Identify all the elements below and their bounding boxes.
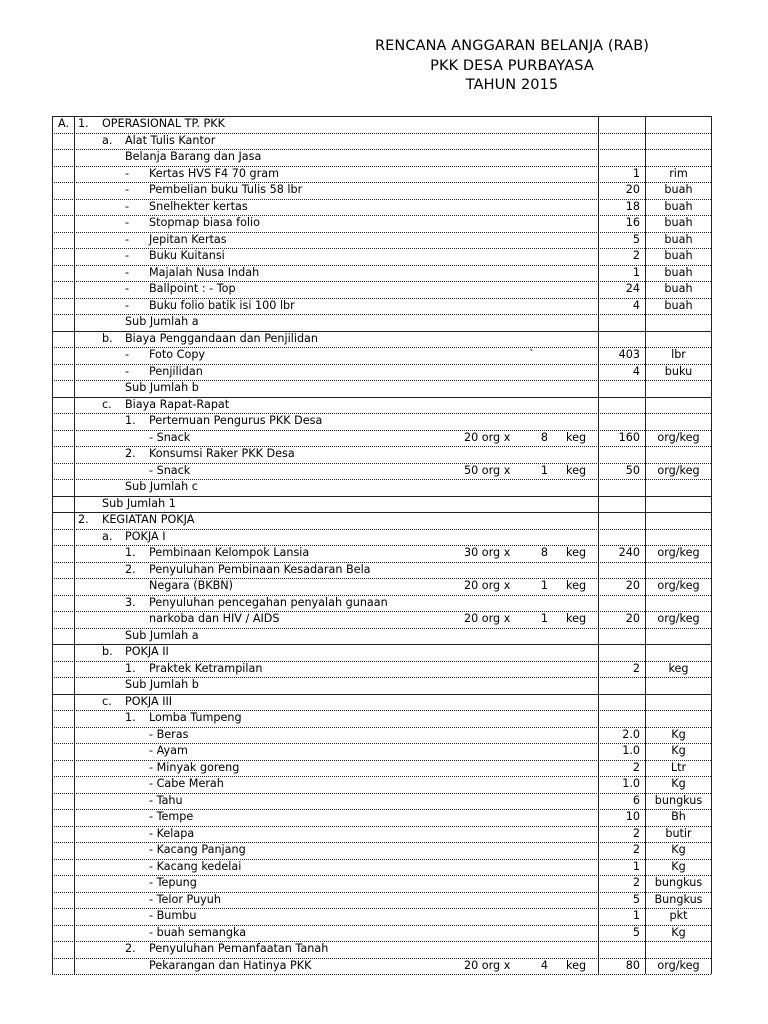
volume: 20	[625, 612, 640, 625]
volume: 1	[632, 859, 640, 873]
volume: 2	[632, 760, 640, 774]
item-label: Alat Tulis Kantor	[125, 133, 216, 147]
item-description: - Kacang kedelai	[149, 859, 242, 873]
table-row	[52, 710, 711, 727]
column-border	[598, 116, 599, 974]
table-row	[52, 925, 711, 942]
table-row	[52, 281, 711, 298]
table-row	[52, 265, 711, 282]
item-description: - buah semangka	[149, 925, 247, 939]
title-line-2: PKK DESA PURBAYASA	[430, 57, 594, 74]
item-label: 1.	[125, 661, 136, 675]
volume: 18	[625, 199, 640, 213]
item-label: 1.	[125, 711, 136, 724]
table-row	[52, 331, 711, 348]
table-row	[52, 727, 711, 744]
table-row	[52, 760, 711, 777]
item-label: -	[125, 265, 130, 279]
participants: 20 org x	[464, 430, 511, 444]
activity-unit: keg	[566, 579, 587, 592]
group-label: b.	[102, 331, 113, 345]
table-row	[52, 314, 711, 331]
activity-unit: keg	[566, 612, 587, 625]
item-description: Negara (BKBN)	[149, 579, 234, 592]
table-row	[52, 413, 711, 430]
table-row	[52, 611, 711, 628]
item-description: - Cabe Merah	[149, 777, 224, 790]
volume: 2	[632, 661, 640, 675]
item-description: Pekarangan dan Hatinya PKK	[149, 958, 312, 972]
participants: 50 org x	[464, 463, 511, 477]
item-label: -	[125, 364, 130, 378]
item-description: - Snack	[149, 430, 191, 444]
unit: Kg	[671, 744, 686, 757]
item-label: POKJA I	[125, 529, 166, 543]
volume: 50	[625, 463, 640, 477]
activity-count: 8	[540, 430, 548, 444]
unit: org/keg	[657, 463, 700, 477]
item-label: -	[125, 282, 130, 295]
table-row	[52, 397, 711, 414]
stray-mark: `	[529, 348, 535, 361]
table-row	[52, 133, 711, 150]
unit: bungkus	[654, 793, 703, 807]
table-row	[52, 628, 711, 645]
table-row	[52, 215, 711, 232]
unit: Kg	[671, 925, 686, 939]
table-row	[52, 644, 711, 661]
item-label: -	[125, 166, 130, 180]
item-description: Snelhekter kertas	[149, 199, 248, 213]
activity-unit: keg	[566, 463, 587, 477]
volume: 2	[632, 826, 640, 840]
table-row	[52, 149, 711, 166]
item-label: 3.	[125, 595, 136, 609]
volume: 20	[625, 579, 640, 592]
participants: 30 org x	[464, 546, 511, 559]
volume: 403	[618, 348, 640, 361]
unit: org/keg	[657, 430, 700, 444]
item-description: - Bumbu	[149, 909, 197, 922]
item-label: POKJA III	[125, 694, 173, 708]
table-row	[52, 694, 711, 711]
unit: buah	[664, 232, 693, 246]
section-number: 1.	[78, 117, 89, 130]
group-label: b.	[102, 645, 113, 658]
table-row	[52, 463, 711, 480]
unit: Kg	[671, 777, 686, 790]
volume: 80	[625, 958, 640, 972]
item-description: Penyuluhan pencegahan penyalah gunaan	[149, 595, 388, 609]
unit: org/keg	[657, 546, 700, 559]
table-row	[52, 364, 711, 381]
table-row	[52, 809, 711, 826]
unit: org/keg	[657, 579, 700, 592]
volume: 24	[625, 282, 640, 295]
table-row	[52, 232, 711, 249]
item-description: - Kacang Panjang	[149, 843, 246, 856]
unit: Kg	[671, 727, 686, 741]
item-description: narkoba dan HIV / AIDS	[149, 612, 280, 625]
title-line-1: RENCANA ANGGARAN BELANJA (RAB)	[374, 38, 650, 54]
title-line-3: TAHUN 2015	[465, 77, 559, 93]
participants: 20 org x	[464, 579, 511, 592]
activity-unit: keg	[566, 958, 587, 972]
activity-unit: keg	[566, 430, 587, 444]
unit: buah	[664, 216, 693, 229]
item-description: Konsumsi Raker PKK Desa	[149, 447, 295, 460]
row-rule	[52, 974, 711, 975]
item-description: Pertemuan Pengurus PKK Desa	[149, 414, 323, 427]
item-label: -	[125, 298, 130, 312]
item-label: Biaya Penggandaan dan Penjilidan	[125, 331, 319, 345]
item-label: 2.	[125, 942, 136, 955]
table-row	[52, 430, 711, 447]
item-label: Sub Jumlah a	[125, 628, 199, 642]
unit: lbr	[671, 348, 686, 361]
item-description: Pembinaan Kelompok Lansia	[149, 546, 310, 559]
table-row	[52, 347, 711, 364]
table-row	[52, 793, 711, 810]
unit: Bh	[671, 810, 686, 823]
item-description: - Snack	[149, 463, 191, 477]
item-label: -	[125, 249, 130, 262]
volume: 240	[618, 546, 640, 559]
item-description: - Beras	[149, 727, 189, 741]
item-description: - Tahu	[149, 793, 183, 807]
volume: 2	[632, 249, 640, 262]
table-row	[52, 182, 711, 199]
volume: 1	[632, 166, 640, 180]
volume: 5	[632, 925, 640, 939]
table-row	[52, 529, 711, 546]
document-title	[302, 37, 722, 96]
item-label: 2.	[125, 447, 136, 460]
unit: keg	[668, 661, 689, 675]
unit: Kg	[671, 843, 686, 856]
unit: buah	[664, 265, 693, 279]
table-row	[52, 743, 711, 760]
table-row	[52, 826, 711, 843]
column-border	[52, 116, 53, 974]
table-row	[52, 892, 711, 909]
budget-table	[52, 116, 711, 976]
table-row	[52, 298, 711, 315]
item-description: Stopmap biasa folio	[149, 216, 260, 229]
activity-count: 1	[540, 463, 548, 477]
volume: 6	[632, 793, 640, 807]
item-description: Penjilidan	[149, 364, 203, 378]
item-description: - Tepung	[149, 876, 197, 889]
volume: 2	[632, 843, 640, 856]
table-row	[52, 116, 711, 133]
item-label: Sub Jumlah c	[125, 480, 198, 493]
table-row	[52, 842, 711, 859]
item-description: Jepitan Kertas	[149, 232, 227, 246]
table-row	[52, 545, 711, 562]
unit: buah	[664, 199, 693, 213]
item-description: - Minyak goreng	[149, 760, 240, 774]
unit: org/keg	[657, 958, 700, 972]
table-row	[52, 958, 711, 975]
item-description: Foto Copy	[149, 348, 206, 361]
item-description: - Telor Puyuh	[149, 892, 221, 906]
item-description: Ballpoint : - Top	[149, 282, 236, 295]
item-label: -	[125, 232, 130, 246]
item-label: Sub Jumlah b	[125, 678, 199, 691]
unit: rim	[669, 166, 688, 180]
table-row	[52, 496, 711, 513]
unit: buah	[664, 298, 693, 312]
table-row	[52, 562, 711, 579]
unit: buah	[664, 183, 693, 196]
volume: 20	[625, 183, 640, 196]
group-label: c.	[102, 397, 112, 411]
activity-count: 8	[540, 546, 548, 559]
table-row	[52, 199, 711, 216]
table-row	[52, 941, 711, 958]
volume: 5	[632, 232, 640, 246]
subtotal-label: Sub Jumlah 1	[102, 496, 176, 510]
group-label: OPERASIONAL TP. PKK	[102, 117, 225, 130]
item-label: POKJA II	[125, 645, 169, 658]
section-letter: A.	[58, 117, 70, 130]
table-row	[52, 380, 711, 397]
column-border	[645, 116, 646, 974]
item-description: Penyuluhan Pemanfaatan Tanah	[149, 942, 329, 955]
unit: buah	[664, 282, 693, 295]
activity-count: 1	[540, 579, 548, 592]
item-description: Buku folio batik isi 100 lbr	[149, 298, 295, 312]
column-border	[74, 116, 75, 974]
group-label: a.	[102, 133, 113, 147]
unit: Bungkus	[654, 892, 703, 906]
item-label: Belanja Barang dan Jasa	[125, 150, 262, 163]
unit: Ltr	[670, 760, 687, 774]
item-description: Majalah Nusa Indah	[149, 265, 260, 279]
item-description: - Kelapa	[149, 826, 195, 840]
unit: bungkus	[654, 876, 703, 889]
volume: 4	[632, 298, 640, 312]
table-row	[52, 875, 711, 892]
unit: buah	[664, 249, 693, 262]
item-description: Penyuluhan Pembinaan Kesadaran Bela	[149, 562, 371, 576]
table-row	[52, 446, 711, 463]
item-description: - Tempe	[149, 810, 194, 823]
column-border	[711, 116, 712, 974]
participants: 20 org x	[464, 612, 511, 625]
volume: 16	[625, 216, 640, 229]
volume: 1	[632, 909, 640, 922]
volume: 1.0	[622, 744, 640, 757]
item-label: 1.	[125, 414, 136, 427]
item-label: -	[125, 183, 130, 196]
group-label: a.	[102, 529, 113, 543]
item-label: 1.	[125, 546, 136, 559]
participants: 20 org x	[464, 958, 511, 972]
volume: 1.0	[622, 777, 640, 790]
volume: 160	[618, 430, 640, 444]
group-label: KEGIATAN POKJA	[102, 513, 195, 526]
section-number: 2.	[78, 513, 89, 526]
unit: butir	[665, 826, 692, 840]
table-row	[52, 859, 711, 876]
volume: 2.0	[622, 727, 640, 741]
volume: 4	[632, 364, 640, 378]
item-label: Sub Jumlah b	[125, 381, 199, 394]
table-row	[52, 595, 711, 612]
item-description: - Ayam	[149, 744, 188, 757]
item-description: Pembelian buku Tulis 58 lbr	[149, 183, 303, 196]
table-row	[52, 248, 711, 265]
volume: 10	[625, 810, 640, 823]
item-description: Kertas HVS F4 70 gram	[149, 166, 279, 180]
table-row	[52, 908, 711, 925]
item-label: Biaya Rapat-Rapat	[125, 397, 230, 411]
table-row	[52, 479, 711, 496]
volume: 2	[632, 876, 640, 889]
item-label: -	[125, 348, 130, 361]
table-row	[52, 776, 711, 793]
table-row	[52, 166, 711, 183]
table-row	[52, 661, 711, 678]
unit: pkt	[669, 909, 688, 922]
item-label: -	[125, 199, 130, 213]
item-description: Buku Kuitansi	[149, 249, 225, 262]
activity-count: 4	[540, 958, 548, 972]
group-label: c.	[102, 694, 112, 708]
volume: 5	[632, 892, 640, 906]
table-row	[52, 512, 711, 529]
item-label: -	[125, 216, 130, 229]
table-row	[52, 578, 711, 595]
item-label: 2.	[125, 562, 136, 576]
activity-unit: keg	[566, 546, 587, 559]
volume: 1	[632, 265, 640, 279]
activity-count: 1	[540, 612, 548, 625]
item-label: Sub Jumlah a	[125, 315, 199, 328]
unit: buku	[664, 364, 693, 378]
unit: Kg	[671, 859, 686, 873]
item-description: Praktek Ketrampilan	[149, 661, 263, 675]
table-row	[52, 677, 711, 694]
item-description: Lomba Tumpeng	[149, 711, 242, 724]
unit: org/keg	[657, 612, 700, 625]
